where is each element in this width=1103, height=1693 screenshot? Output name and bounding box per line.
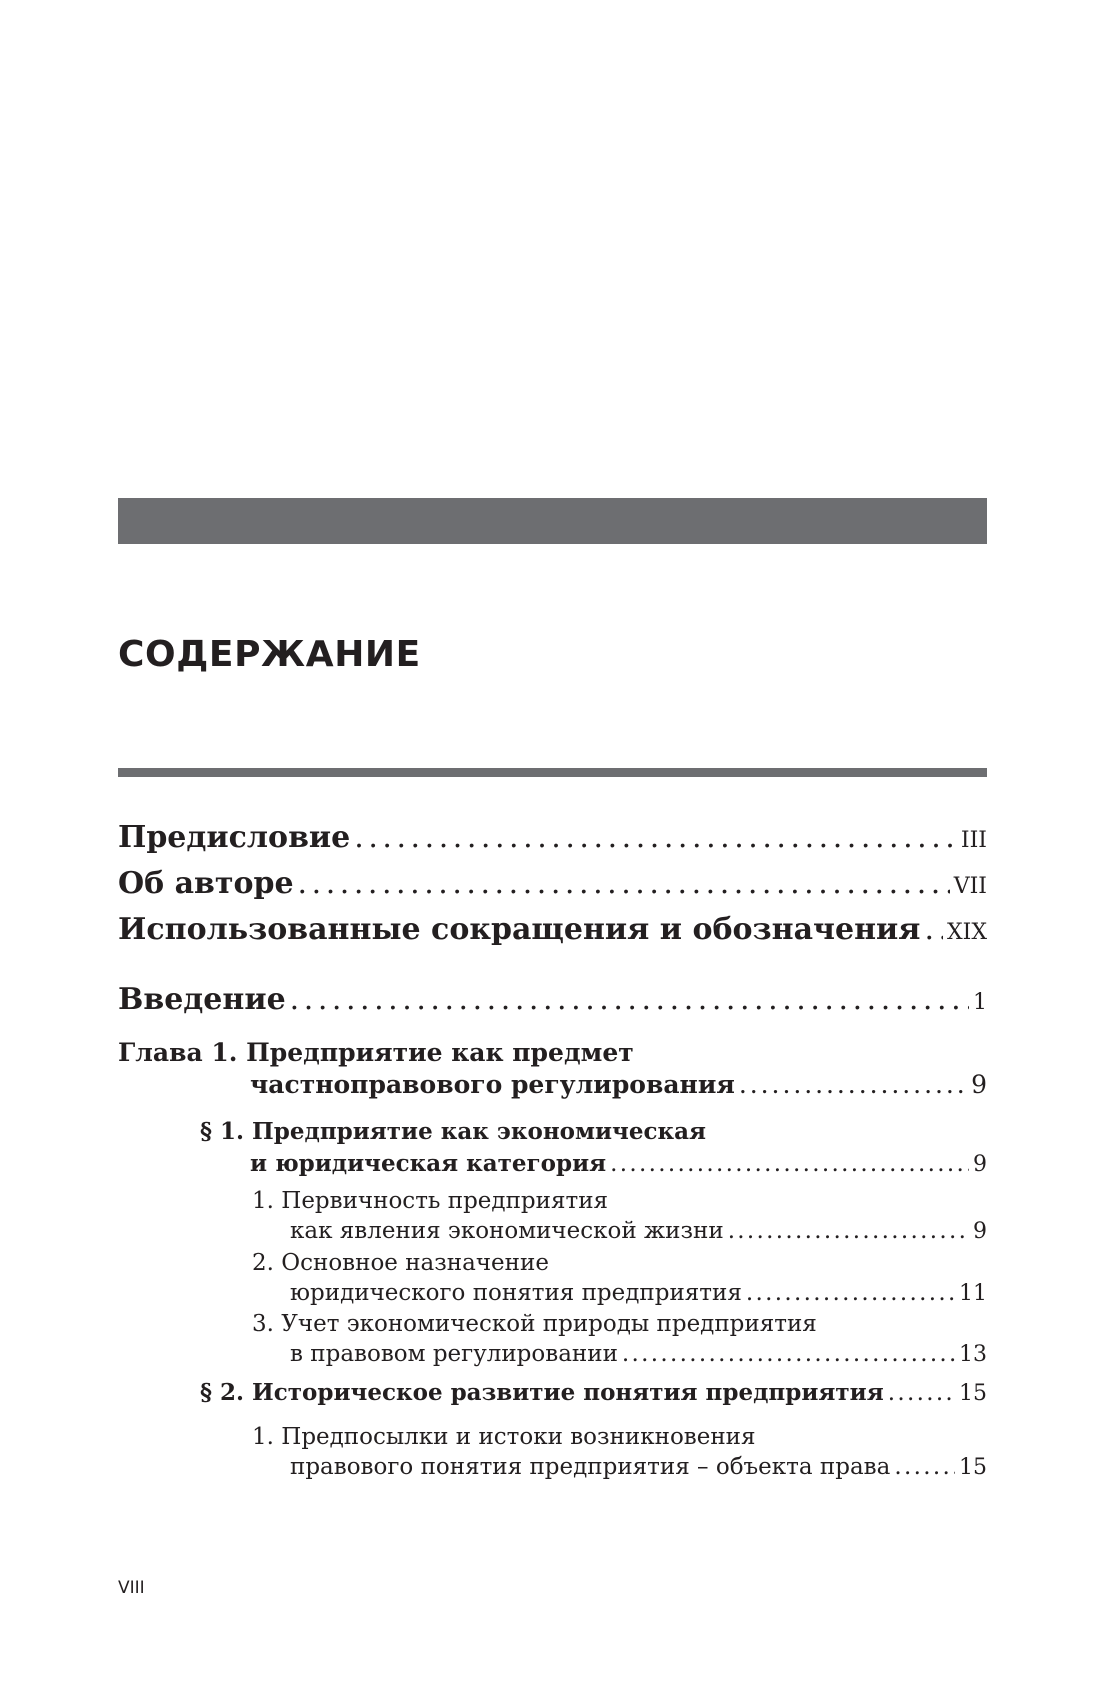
toc-entry-title: Об авторе	[118, 866, 294, 901]
toc-entry-chapter-1[interactable]	[250, 1070, 987, 1099]
toc-entry-title: и юридическая категория	[250, 1150, 607, 1177]
toc-entry-section-1[interactable]	[250, 1150, 987, 1177]
toc-section-1-line1[interactable]: § 1. Предприятие как экономическая	[200, 1118, 707, 1145]
toc-entry-title: Предисловие	[118, 820, 351, 855]
dot-leader	[290, 982, 969, 1017]
toc-entry-title: частноправового регулирования	[250, 1070, 735, 1099]
toc-page-number: 1	[973, 990, 987, 1015]
dot-leader	[888, 1379, 955, 1406]
dot-leader	[622, 1341, 955, 1367]
dot-leader	[354, 820, 957, 855]
toc-entry-item-1-1[interactable]	[290, 1218, 987, 1244]
toc-item-1-3-line1[interactable]: 3. Учет экономической природы предприятия	[252, 1311, 817, 1337]
toc-entry-item-1-3[interactable]	[290, 1341, 987, 1367]
toc-page-number: 13	[959, 1342, 987, 1367]
page-title: СОДЕРЖАНИЕ	[118, 634, 421, 675]
toc-entry-author[interactable]	[118, 866, 987, 901]
toc-page-number: XIX	[946, 920, 987, 945]
dot-leader	[924, 912, 943, 947]
toc-entry-item-1-2[interactable]	[290, 1280, 987, 1306]
dot-leader	[739, 1070, 967, 1099]
toc-page-number: 15	[959, 1381, 987, 1406]
toc-entry-title: в правовом регулировании	[290, 1341, 618, 1367]
header-bar	[118, 498, 987, 544]
toc-item-1-2-line1[interactable]: 2. Основное назначение	[252, 1250, 549, 1276]
toc-entry-introduction[interactable]	[118, 982, 987, 1017]
toc-entry-section-2[interactable]	[200, 1379, 987, 1406]
toc-page-number: VII	[953, 874, 987, 899]
toc-page-number: 9	[971, 1070, 987, 1099]
toc-entry-item-2-1[interactable]	[290, 1454, 987, 1480]
dot-leader	[894, 1454, 955, 1480]
toc-entry-preface[interactable]	[118, 820, 987, 855]
page-folio: VIII	[118, 1578, 145, 1598]
toc-page-number: 9	[973, 1219, 987, 1244]
toc-page-number: III	[960, 828, 987, 853]
dot-leader	[610, 1150, 969, 1177]
toc-entry-title: Введение	[118, 982, 286, 1017]
toc-entry-title: Использованные сокращения и обозначения	[118, 912, 921, 947]
toc-entry-title: юридического понятия предприятия	[290, 1280, 742, 1306]
toc-entry-title: § 2. Историческое развитие понятия предприятия	[200, 1379, 884, 1406]
toc-item-2-1-line1[interactable]: 1. Предпосылки и истоки возникновения	[252, 1424, 756, 1450]
dot-leader	[298, 866, 950, 901]
toc-page-number: 11	[959, 1281, 987, 1306]
dot-leader	[746, 1280, 955, 1306]
toc-entry-abbreviations[interactable]	[118, 912, 987, 947]
dot-leader	[728, 1218, 969, 1244]
toc-entry-title: как явления экономической жизни	[290, 1218, 724, 1244]
toc-page-number: 15	[959, 1455, 987, 1480]
toc-page-number: 9	[973, 1152, 987, 1177]
title-rule	[118, 768, 987, 777]
toc-chapter-1-line1[interactable]: Глава 1. Предприятие как предмет	[118, 1038, 634, 1067]
toc-item-1-1-line1[interactable]: 1. Первичность предприятия	[252, 1188, 609, 1214]
toc-entry-title: правового понятия предприятия – объекта права	[290, 1454, 891, 1480]
